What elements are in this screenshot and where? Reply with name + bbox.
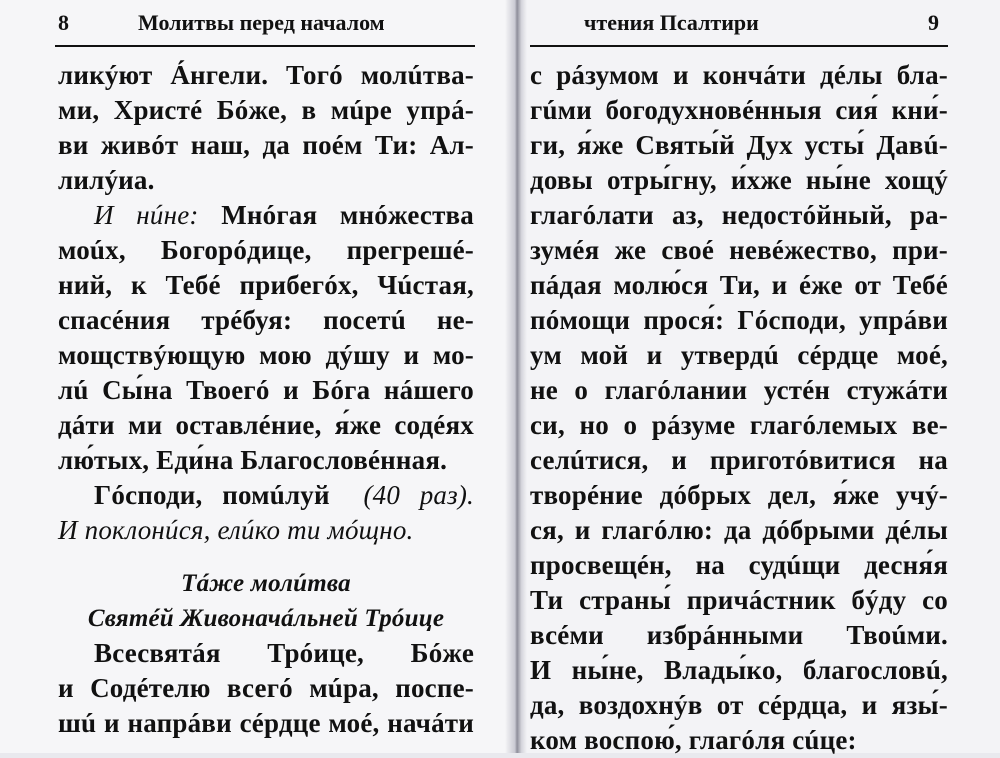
prayer-title-line1: Тáже молúтва	[181, 570, 351, 597]
text-line: довы отры́гну, и́хже ны́не хощý	[530, 165, 948, 195]
text-line-poklonisya: И поклонúся, елúко ти мóщно.	[58, 515, 414, 545]
text-line: ми, Христé Бóже, в мúре упрá-	[58, 95, 474, 125]
text-line: пáдая молю́ся Ти, и éже от Тебé	[530, 270, 948, 300]
left-running-head: Молитвы перед началом	[138, 10, 385, 35]
text-line: шú и напрáви сéрдце моé, начáти	[58, 708, 474, 738]
text-line: ликýют Áнгели. Тогó молúтва-	[58, 60, 474, 90]
text-line: мощствýющую мою дýшу и мо-	[58, 340, 474, 370]
right-header-rule	[530, 45, 948, 47]
i-nyne-first: Мнóгая мнóжества	[221, 200, 475, 230]
text-line: не о глагóлании устéн стужáти	[530, 375, 948, 405]
text-line: да, воздохнýв от сéрдца, и язы́-	[530, 690, 948, 720]
text-line: ся, и глагóлю: да дóбрыми дéлы	[530, 515, 948, 545]
text-line: гúми богодухновéнныя сия́ кни́-	[530, 95, 948, 125]
text-line: лилýиа.	[58, 165, 155, 195]
text-line: и Содéтелю всегó мúра, поспе-	[58, 673, 474, 703]
text-line: лú Сы́на Твоегó и Бóга нáшего	[58, 375, 474, 405]
text-line: ум мой и утвердú сéрдце моé,	[530, 340, 948, 370]
text-line: всéми избрáнными Твоúми.	[530, 620, 948, 650]
text-line: пóмощи прося́: Гóсподи, упрáви	[530, 305, 948, 335]
right-page-body	[530, 58, 948, 758]
text-line: Всесвятáя Трóице, Бóже	[94, 638, 474, 668]
forty-times: (40 раз).	[363, 480, 474, 510]
left-page-body	[58, 58, 474, 741]
prayer-title-line2: Святéй Живоначáльней Трóице	[87, 605, 445, 632]
text-line-i-nyne	[58, 198, 474, 233]
text-line: ний, к Тебé прибегóх, Чúстая,	[58, 270, 474, 300]
text-line: моúх, Богорóдице, прегрешé-	[58, 235, 474, 265]
text-line-gospodi	[58, 478, 474, 513]
text-line: ви живóт наш, да поéм Ти: Ал-	[58, 130, 474, 160]
text-line: спасéния трéбуя: посетú не-	[58, 305, 474, 335]
text-line: дáти ми оставлéние, я́же содéях	[58, 410, 474, 440]
text-line: зумéя же своé невéжество, при-	[530, 235, 948, 265]
text-line: селúтися, и приготóвитися на	[530, 445, 948, 475]
text-line: си, но о рáзуме глагóлемых ве-	[530, 410, 948, 440]
i-nyne-label: И нúне:	[94, 200, 199, 230]
right-page-number: 9	[928, 10, 939, 35]
text-line: с рáзумом и кончáти дéлы бла-	[530, 60, 948, 90]
text-line: Ти страны́ причáстник бýду со	[530, 585, 948, 615]
gospodi-text: Гóсподи, помúлуй	[94, 480, 330, 510]
left-page-number: 8	[58, 10, 69, 35]
left-header-rule	[55, 45, 475, 47]
text-line: творéние дóбрых дел, я́же учý-	[530, 480, 948, 510]
text-line: И ны́не, Влады́ко, благословú,	[530, 655, 948, 685]
text-line: глагóлати аз, недостóйный, ра-	[530, 200, 948, 230]
text-line: лю́тых, Еди́на Благословéнная.	[58, 445, 448, 475]
right-running-head: чтения Псалтири	[584, 10, 759, 35]
book-gutter	[505, 0, 527, 753]
text-line: ги, я́же Святы́й Дух усты́ Давú-	[530, 130, 948, 160]
text-line: просвещéн, на судúщи десня́я	[530, 550, 948, 580]
text-line: ком воспою́, глагóля сúце:	[530, 725, 857, 755]
